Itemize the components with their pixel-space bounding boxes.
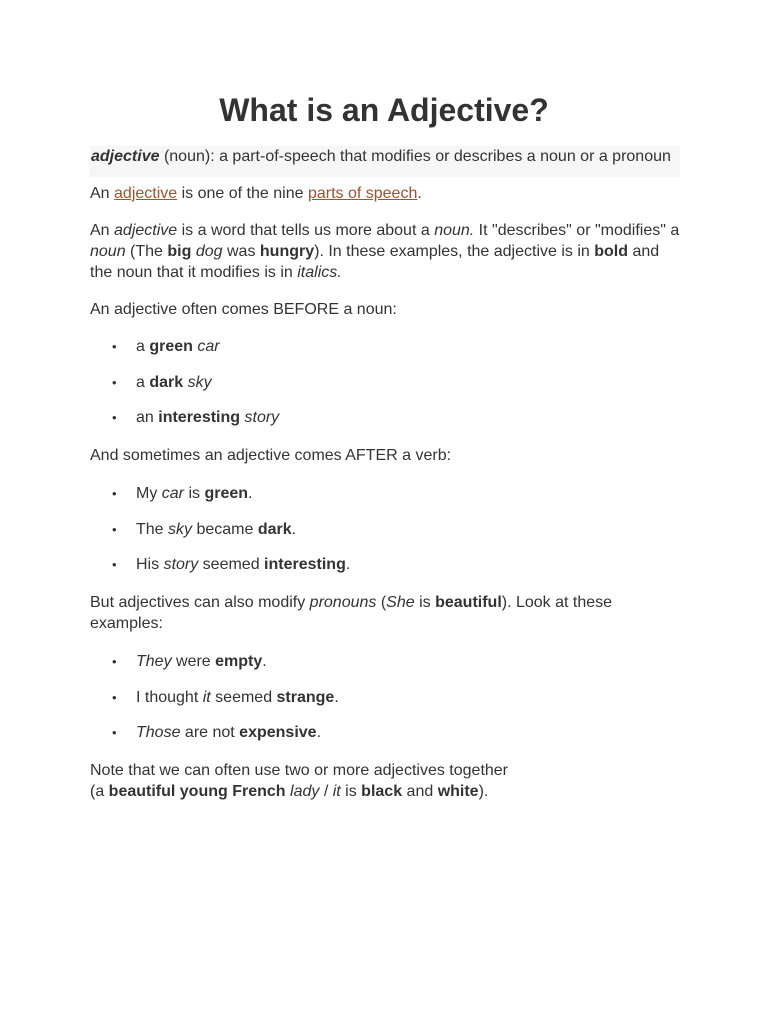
note-italic: it [332, 783, 341, 800]
desc-italic-word: italics. [297, 264, 342, 281]
desc-bold-big: big [167, 243, 192, 260]
note-text: / [319, 783, 333, 800]
desc-italic-noun: noun. [434, 222, 475, 239]
desc-text: (The [125, 243, 168, 260]
note-text: and [402, 783, 438, 800]
list-item [90, 519, 680, 540]
punctuation: . [262, 653, 267, 670]
adjective: interesting [264, 556, 346, 573]
pronoun-bold: beautiful [435, 594, 502, 611]
punctuation: . [334, 688, 339, 706]
article-body [90, 146, 680, 819]
list-item [90, 554, 680, 575]
adjective: expensive [239, 724, 317, 741]
prefix: The [136, 520, 169, 538]
note-bold: white [437, 783, 479, 800]
verb: seemed [198, 556, 265, 573]
article: a [136, 338, 150, 355]
definition-pos: (noun) [163, 148, 211, 165]
page-title: What is an Adjective? [219, 92, 549, 128]
adjective: green [149, 338, 193, 355]
verb: seemed [210, 688, 277, 706]
desc-italic-adjective: adjective [114, 222, 178, 239]
pronoun-text: ). Look at these examples: [90, 594, 613, 632]
punctuation: . [316, 724, 322, 741]
verb: were [171, 653, 216, 670]
parts-of-speech-link[interactable]: parts of speech [307, 185, 418, 202]
pronoun-list [90, 651, 680, 743]
definition-text: : a part-of-speech that modifies or describes a noun or a pronoun [210, 148, 671, 165]
note-bold: beautiful young French [108, 783, 286, 800]
after-verb-list [90, 483, 680, 575]
desc-text: An [90, 222, 115, 239]
list-item [90, 372, 680, 393]
verb: became [192, 520, 258, 538]
adjective: dark [257, 520, 292, 538]
list-item [90, 722, 680, 743]
definition-box [90, 146, 680, 177]
note-paragraph [90, 760, 680, 802]
note-italic: lady [290, 783, 320, 800]
pronoun: They [136, 653, 172, 670]
adjective-link[interactable]: adjective [114, 185, 178, 202]
note-text: Note that we can often use two or more adjectives together [90, 762, 509, 779]
prefix: His [136, 556, 164, 573]
pronoun: it [202, 688, 211, 706]
note-bold: black [361, 783, 403, 800]
noun: sky [187, 373, 212, 391]
definition-term: adjective [91, 148, 160, 165]
desc-bold-word: bold [594, 243, 629, 260]
list-item [90, 651, 680, 672]
desc-text: and the noun that it modifies is in [90, 243, 660, 281]
adjective: dark [149, 373, 184, 391]
punctuation: . [291, 520, 297, 538]
adjective: empty [215, 653, 263, 670]
noun: story [244, 409, 280, 426]
desc-text: is a word that tells us more about a [177, 222, 435, 239]
noun: car [161, 485, 185, 502]
article: a [136, 373, 150, 391]
desc-italic-noun: noun [90, 243, 126, 260]
intro-middle: is one of the nine [177, 185, 308, 202]
desc-bold-hungry: hungry [259, 243, 315, 260]
list-item [90, 407, 680, 428]
pronoun-paragraph [90, 592, 680, 634]
punctuation: . [248, 485, 253, 502]
after-heading: And sometimes an adjective comes AFTER a verb: [90, 447, 452, 464]
before-noun-list [90, 336, 680, 428]
pronoun-text: is [414, 594, 436, 611]
noun: car [197, 338, 220, 355]
pronoun-italic: She [386, 594, 415, 611]
prefix: I thought [136, 688, 203, 706]
adjective: interesting [158, 409, 241, 426]
adjective: green [204, 485, 249, 502]
intro-suffix: . [417, 185, 422, 202]
desc-italic-dog: dog [195, 243, 223, 260]
before-heading: An adjective often comes BEFORE a noun: [90, 301, 397, 318]
noun: story [163, 556, 199, 573]
article: an [136, 409, 159, 426]
noun: sky [168, 520, 193, 538]
note-text: (a [90, 783, 109, 800]
adjective: strange [276, 688, 335, 706]
punctuation: . [345, 556, 351, 573]
intro-prefix: An [90, 185, 115, 202]
note-text: is [340, 783, 362, 800]
pronoun-text: ( [376, 594, 387, 611]
intro-paragraph [90, 183, 680, 204]
prefix: My [136, 485, 162, 502]
note-text: ). [478, 783, 489, 800]
verb: are not [180, 724, 240, 741]
pronoun-italic: pronouns [309, 594, 377, 611]
verb: is [184, 485, 205, 502]
pronoun: Those [136, 724, 181, 741]
desc-text: It "describes" or "modifies" a [474, 222, 680, 239]
pronoun-text: But adjectives can also modify [90, 594, 310, 611]
list-item [90, 687, 680, 708]
list-item [90, 483, 680, 504]
list-item [90, 336, 680, 357]
desc-text: was [222, 243, 260, 260]
description-paragraph [90, 220, 680, 283]
desc-text: ). In these examples, the adjective is in [314, 243, 595, 260]
